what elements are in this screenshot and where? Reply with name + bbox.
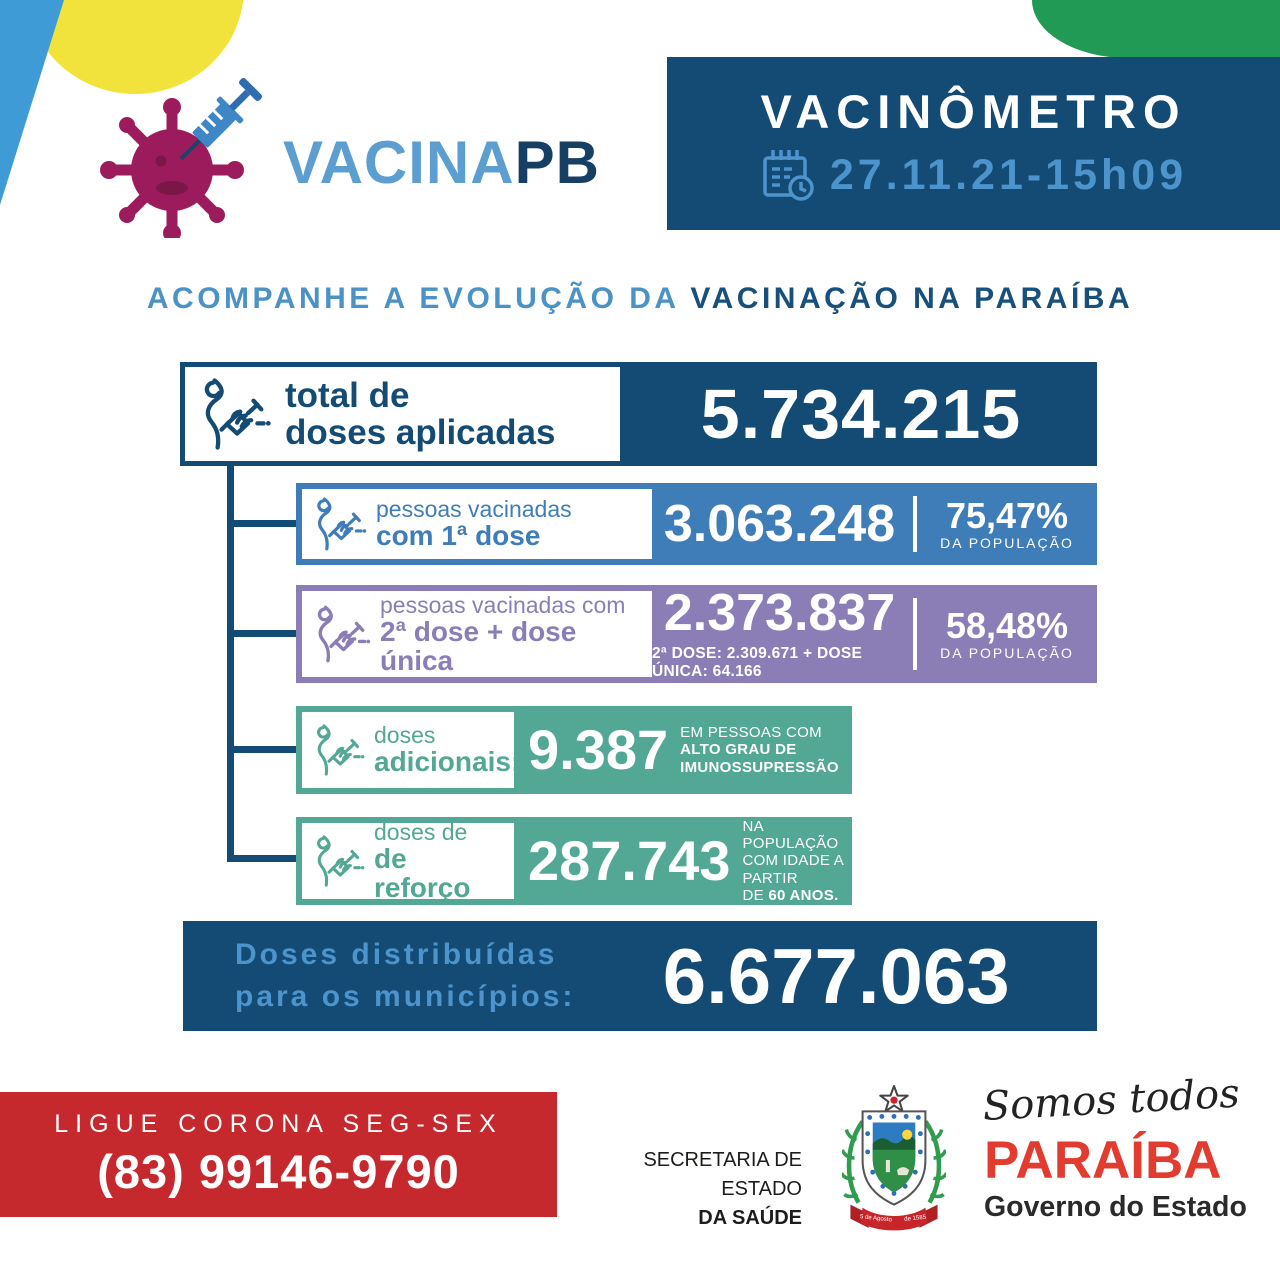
app-logo: [283, 128, 600, 197]
corona-hotline-box: [0, 1092, 557, 1217]
second-dose-value-block: [652, 584, 907, 681]
hotline-phone: (83) 99146-9790: [97, 1145, 460, 1198]
tree-branch-line: [227, 746, 303, 753]
second-dose-percent-block: 58,48% DA POPULAÇÃO: [940, 605, 1074, 661]
update-datetime: 27.11.21-15h09: [829, 150, 1188, 199]
first-dose-percent-block: 75,47% DA POPULAÇÃO: [940, 495, 1074, 551]
tree-branch-line: [227, 855, 303, 862]
logo-word-vacina: VACINA: [283, 129, 515, 196]
vaccination-arm-icon: [195, 377, 273, 451]
first-dose-label-box: [302, 489, 652, 559]
stat-row-distributed-doses: [183, 921, 1097, 1031]
second-dose-label: pessoas vacinadas com 2ª dose + dose única: [380, 591, 626, 677]
additional-doses-value: 9.387: [528, 718, 669, 781]
paraiba-wordmark: PARAÍBA: [984, 1131, 1222, 1190]
secretaria-label: SECRETARIA DE ESTADO DA SAÚDE: [643, 1149, 802, 1229]
calendar-clock-icon: [760, 147, 816, 203]
booster-doses-label: doses de de reforço: [374, 818, 471, 904]
distributed-doses-label: Doses distribuídas para os municípios:: [235, 938, 576, 1013]
virus-syringe-icon: [100, 78, 275, 238]
additional-doses-label: doses adicionais:: [374, 722, 521, 778]
somos-todos-script: Somos todos: [981, 1070, 1241, 1130]
vaccination-arm-icon: [310, 723, 366, 777]
governo-do-estado-label: Governo do Estado: [984, 1191, 1247, 1223]
logo-word-pb: PB: [514, 129, 600, 196]
headline: [0, 282, 1280, 316]
paraiba-coat-of-arms: [842, 1085, 946, 1237]
headline-dark: VACINAÇÃO NA PARAÍBA: [690, 282, 1134, 315]
tree-branch-line: [227, 520, 303, 527]
booster-doses-caption: NA POPULAÇÃO COM IDADE A PARTIR DE 60 ANOS.: [742, 817, 844, 904]
additional-doses-caption: EM PESSOAS COM ALTO GRAU DE IMUNOSSUPRESSÃO: [680, 724, 839, 776]
vacinometro-title: VACINÔMETRO: [760, 85, 1187, 138]
divider: [913, 496, 917, 552]
distributed-doses-value: 6.677.063: [662, 931, 1010, 1020]
green-corner-decoration: [1032, 0, 1280, 58]
tree-branch-line: [227, 630, 303, 637]
total-doses-label: total de doses aplicadas: [285, 375, 556, 452]
stat-row-second-dose: [296, 585, 1097, 683]
seal-ribbon-text-left: 5 de Agosto: [859, 1213, 893, 1224]
government-wordmark: [981, 1070, 1247, 1224]
vaccination-arm-icon: [310, 496, 368, 552]
additional-doses-label-box: [302, 712, 521, 788]
total-doses-label-box: [180, 362, 625, 466]
hotline-label: LIGUE CORONA SEG-SEX: [54, 1110, 503, 1138]
total-doses-value: 5.734.215: [625, 362, 1097, 466]
first-dose-label: pessoas vacinadas com 1ª dose: [376, 496, 572, 552]
seal-ribbon-text-right: de 1585: [903, 1213, 927, 1223]
second-dose-value: 2.373.837: [663, 584, 896, 642]
update-datetime-row: [760, 147, 1187, 203]
vaccination-arm-icon: [310, 834, 366, 888]
stat-row-total-doses: [180, 362, 1097, 466]
stat-row-booster-doses: [296, 817, 852, 905]
second-dose-breakdown: 2ª DOSE: 2.309.671 + DOSE ÚNICA: 64.166: [652, 645, 863, 680]
first-dose-value: 3.063.248: [663, 495, 896, 553]
headline-light: ACOMPANHE A EVOLUÇÃO DA: [146, 282, 679, 315]
vaccination-arm-icon: [310, 604, 372, 664]
booster-doses-label-box: [302, 818, 514, 904]
divider: [913, 598, 917, 670]
stat-row-additional-doses: [296, 706, 852, 794]
second-dose-label-box: [302, 591, 652, 677]
booster-doses-value: 287.743: [528, 829, 731, 892]
stat-row-first-dose: [296, 483, 1097, 565]
vacinometro-header-box: [667, 57, 1280, 230]
